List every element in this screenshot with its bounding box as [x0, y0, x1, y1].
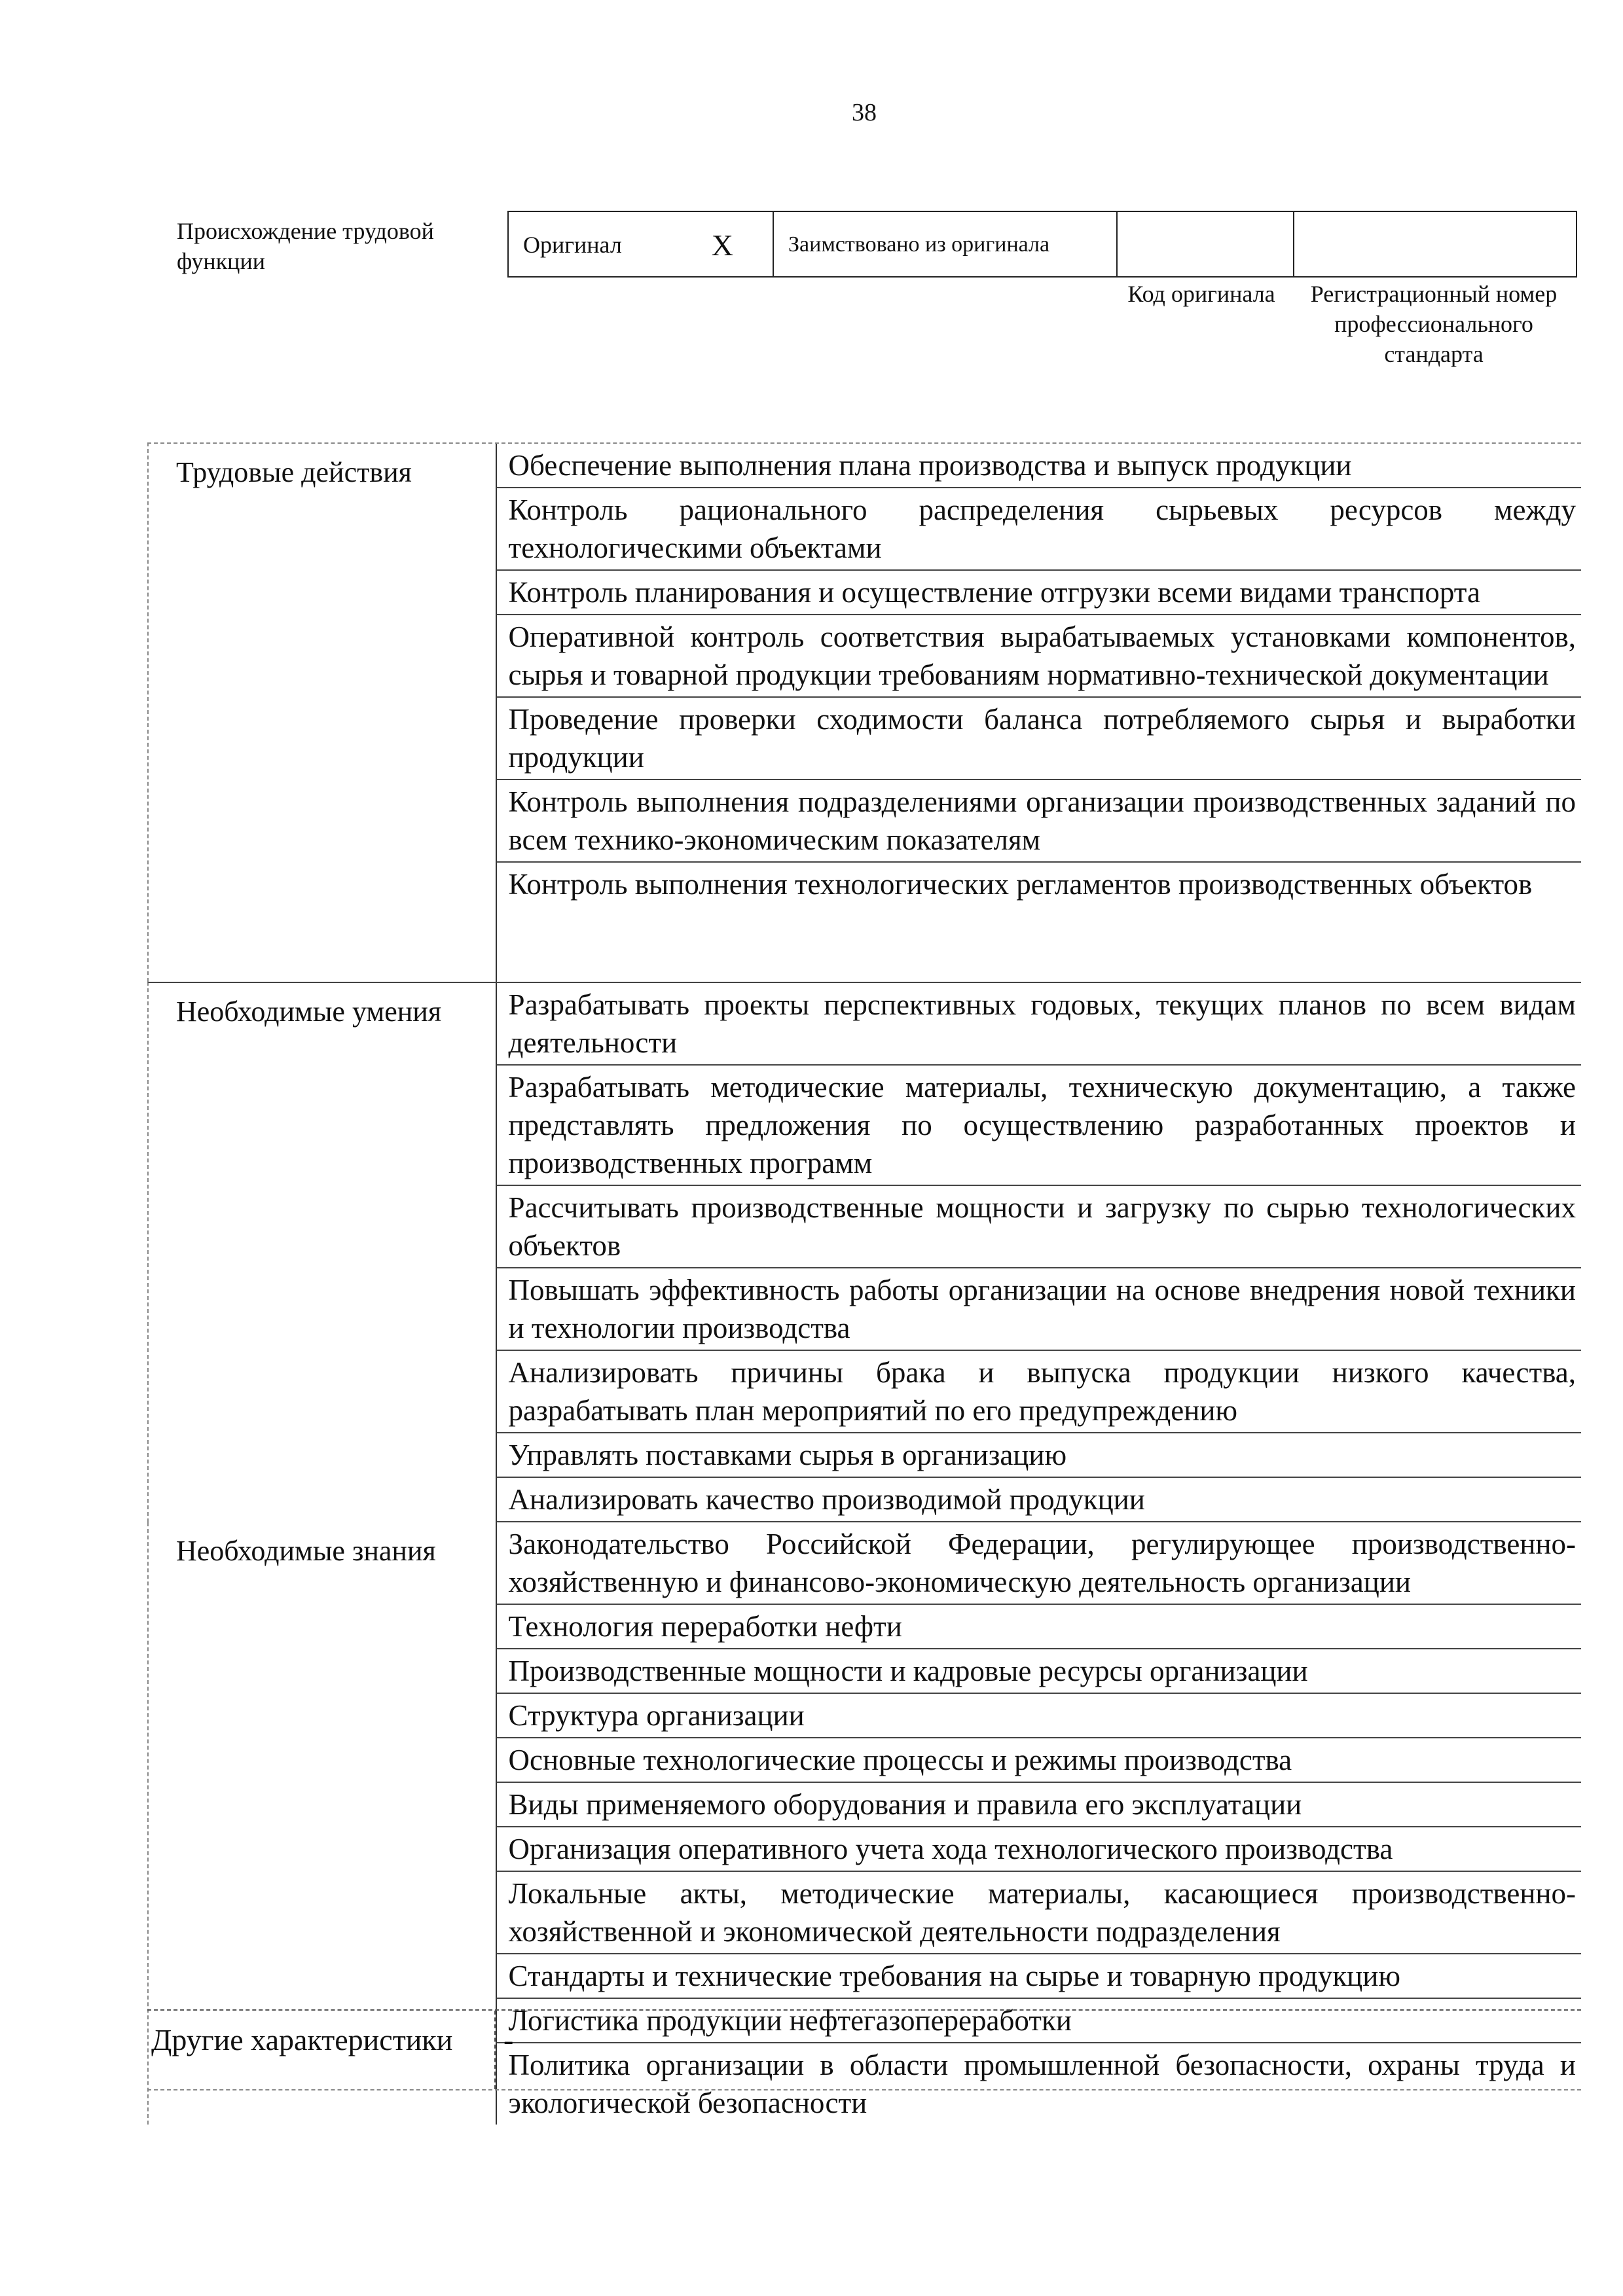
labor-function-table — [147, 442, 1581, 2125]
borrowed-label: Заимствовано из оригинала — [788, 232, 1050, 257]
list-item: Обеспечение выполнения плана производства и выпуск продукции — [497, 444, 1581, 488]
list-item: Анализировать причины брака и выпуска продукции низкого качества, разрабатывать план мероприятий по его предупреждению — [497, 1351, 1581, 1433]
reg-caption: Регистрационный номер профессионального стандарта — [1310, 281, 1558, 367]
list-item: Стандарты и технические требования на сырье и товарную продукцию — [497, 1954, 1581, 1999]
section-actions — [147, 442, 1581, 982]
section-items-skills — [496, 983, 1581, 1522]
origin-divider — [507, 276, 1576, 278]
code-cell — [1118, 212, 1294, 278]
origin-original-cell — [509, 212, 774, 278]
list-item: Анализировать качество производимой продукции — [497, 1478, 1581, 1522]
reg-number-cell — [1294, 212, 1576, 278]
list-item: Разрабатывать проекты перспективных годовых, текущих планов по всем видам деятельности — [497, 983, 1581, 1066]
section-label-skills: Необходимые умения — [176, 996, 442, 1028]
list-item: Структура организации — [497, 1694, 1581, 1738]
section-other — [147, 2009, 1581, 2090]
origin-table — [507, 211, 1577, 278]
list-item: Оперативной контроль соответствия вырабатываемых установками компонентов, сырья и товарной продукции требованиям нормативно-технической документации — [497, 615, 1581, 698]
origin-label: Происхождение трудовой функции — [177, 218, 434, 274]
list-item: Виды применяемого оборудования и правила его эксплуатации — [497, 1783, 1581, 1827]
section-label-knowledge: Необходимые знания — [176, 1535, 436, 1567]
section-items-actions — [496, 444, 1581, 982]
list-item: Законодательство Российской Федерации, регулирующее производственно-хозяйственную и финансово-экономическую деятельность организации — [497, 1522, 1581, 1605]
list-item: Организация оперативного учета хода технологического производства — [497, 1827, 1581, 1872]
list-item: Разрабатывать методические материалы, техническую документацию, а также представлять предложения по осуществлению разработанных проектов и производственных программ — [497, 1066, 1581, 1186]
list-item: Повышать эффективность работы организации на основе внедрения новой техники и технологии производства — [497, 1268, 1581, 1351]
section-skills — [147, 982, 1581, 1522]
list-item: Управлять поставками сырья в организацию — [497, 1433, 1581, 1478]
list-item: Политика организации в области промышленной безопасности, охраны труда и экологической безопасности — [508, 2049, 1576, 2119]
list-item: Контроль выполнения подразделениями организации производственных заданий по всем технико-экономическим показателям — [497, 780, 1581, 863]
list-item: Логистика продукции нефтегазопереработки — [497, 1999, 1581, 2043]
list-item: Технология переработки нефти — [497, 1605, 1581, 1649]
list-item: Контроль выполнения технологических регламентов производственных объектов — [508, 868, 1533, 901]
original-mark: X — [711, 228, 733, 262]
list-item: Рассчитывать производственные мощности и загрузку по сырью технологических объектов — [497, 1186, 1581, 1268]
list-item: Производственные мощности и кадровые ресурсы организации — [497, 1649, 1581, 1694]
list-item: Локальные акты, методические материалы, касающиеся производственно-хозяйственной и экономической деятельности подразделения — [497, 1872, 1581, 1954]
page-number: 38 — [852, 99, 877, 126]
section-label-other: Другие характеристики — [151, 2023, 453, 2056]
other-value: - — [494, 2011, 513, 2089]
list-item: Проведение проверки сходимости баланса потребляемого сырья и выработки продукции — [497, 698, 1581, 780]
list-item: Контроль рационального распределения сырьевых ресурсов между технологическими объектами — [497, 488, 1581, 571]
borrowed-cell — [774, 212, 1118, 278]
list-item: Контроль планирования и осуществление отгрузки всеми видами транспорта — [497, 571, 1581, 615]
section-label-actions: Трудовые действия — [176, 456, 412, 488]
original-label: Оригинал — [523, 232, 622, 258]
list-item: Основные технологические процессы и режимы производства — [497, 1738, 1581, 1783]
code-caption: Код оригинала — [1127, 281, 1275, 307]
